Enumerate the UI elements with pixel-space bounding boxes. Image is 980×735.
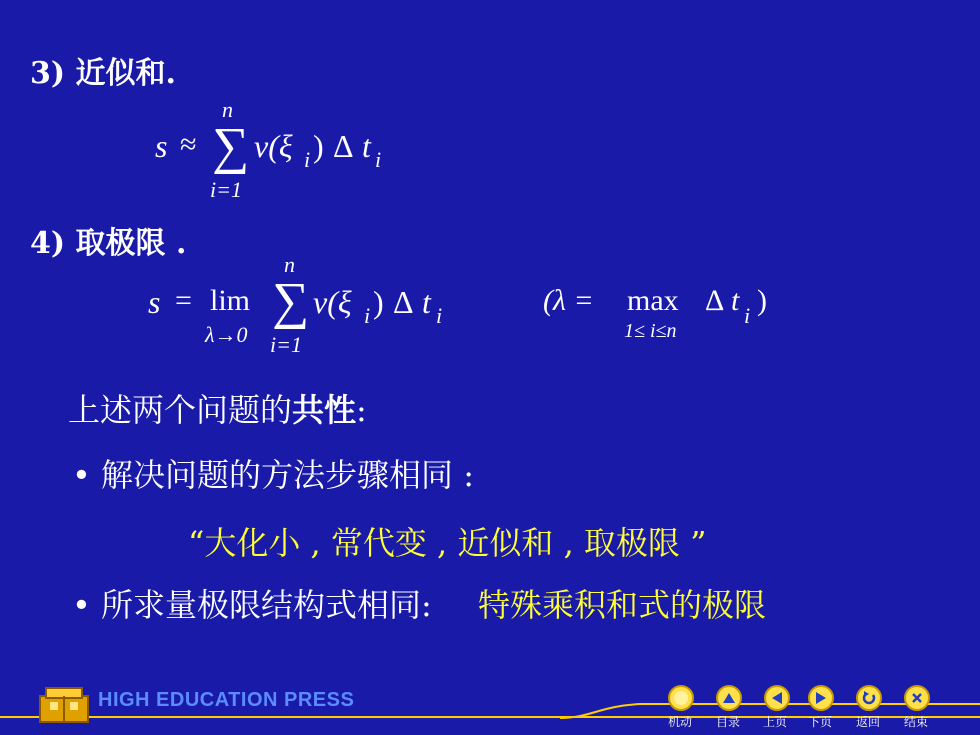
t-subscript: i bbox=[375, 147, 382, 172]
right-arrow-icon bbox=[814, 691, 828, 705]
nav-next-button[interactable] bbox=[808, 685, 834, 711]
sum-upper-limit: n bbox=[284, 252, 295, 277]
commonality-suffix: : bbox=[356, 391, 367, 429]
publisher-logo bbox=[36, 682, 92, 724]
close-paren: ) bbox=[313, 128, 324, 164]
nav-contents-button[interactable] bbox=[716, 685, 742, 711]
xi-subscript: i bbox=[364, 303, 371, 328]
nav-previous-button[interactable] bbox=[764, 685, 790, 711]
section-3-heading bbox=[30, 48, 176, 92]
nav-end-button[interactable] bbox=[904, 685, 930, 711]
nav-contents-label: 目录 bbox=[716, 715, 741, 729]
formula-s: s bbox=[148, 284, 161, 320]
max-delta: Δ bbox=[705, 284, 725, 317]
formula-term: v(ξ bbox=[313, 284, 352, 320]
t-var: t bbox=[362, 128, 371, 164]
lambda-definition-close: ) bbox=[757, 284, 767, 317]
t-var: t bbox=[422, 284, 431, 320]
sum-lower-limit: i=1 bbox=[270, 332, 302, 357]
commonality-line bbox=[68, 385, 367, 431]
bullet-1-marker: • bbox=[72, 456, 91, 494]
bullet-2-marker: • bbox=[72, 586, 91, 624]
formula-limit bbox=[0, 250, 980, 365]
bullet-1 bbox=[72, 450, 474, 496]
nav-end-label: 结束 bbox=[904, 715, 929, 729]
sigma-symbol: ∑ bbox=[272, 273, 310, 330]
circle-icon bbox=[674, 691, 688, 705]
nav-return-label: 返回 bbox=[856, 715, 881, 729]
xi-subscript: i bbox=[304, 147, 311, 172]
section-4-title: 取极限 . bbox=[75, 226, 187, 261]
formula-s: s bbox=[155, 128, 168, 164]
return-icon bbox=[861, 690, 877, 706]
close-icon bbox=[910, 691, 924, 705]
section-3-number: 3) bbox=[30, 56, 66, 91]
lim-text: lim bbox=[210, 284, 251, 317]
max-subscript: 1≤ i≤n bbox=[624, 320, 677, 342]
section-4-number: 4) bbox=[30, 226, 66, 261]
nav-next-label: 下页 bbox=[808, 715, 833, 729]
delta-symbol: Δ bbox=[393, 284, 414, 320]
bullet-1-text: 解决问题的方法步骤相同 : bbox=[101, 456, 475, 494]
formula-approx-sum bbox=[0, 95, 980, 205]
t-subscript: i bbox=[436, 303, 443, 328]
delta-symbol: Δ bbox=[333, 128, 354, 164]
commonality-prefix: 上述两个问题的 bbox=[68, 391, 293, 429]
nav-motion-button[interactable] bbox=[668, 685, 694, 711]
nav-return-button[interactable] bbox=[856, 685, 882, 711]
publisher-name: HIGH EDUCATION PRESS bbox=[98, 689, 355, 711]
nav-motion-label: 机动 bbox=[668, 715, 693, 729]
close-paren: ) bbox=[373, 284, 384, 320]
max-text: max bbox=[627, 284, 679, 317]
bullet-2-highlight: 特殊乘积和式的极限 bbox=[478, 586, 767, 624]
equals-symbol: = bbox=[175, 284, 192, 317]
up-arrow-icon bbox=[722, 691, 736, 705]
section-3-title: 近似和. bbox=[75, 56, 176, 91]
method-quote: “大化小 , 常代变 , 近似和 , 取极限 ” bbox=[188, 524, 707, 562]
sum-upper-limit: n bbox=[222, 97, 233, 122]
sigma-symbol: ∑ bbox=[212, 118, 250, 175]
approx-symbol: ≈ bbox=[180, 128, 197, 161]
max-t-subscript: i bbox=[744, 303, 751, 328]
max-t: t bbox=[731, 284, 740, 317]
lambda-definition-open: (λ = bbox=[543, 284, 594, 317]
nav-previous-label: 上页 bbox=[763, 715, 788, 729]
commonality-emphasis: 共性 bbox=[292, 391, 357, 429]
sum-lower-limit: i=1 bbox=[210, 177, 242, 202]
lim-subscript: λ→0 bbox=[205, 322, 248, 347]
bullet-2-text: 所求量极限结构式相同: bbox=[101, 586, 432, 624]
bullet-2 bbox=[72, 580, 766, 626]
left-arrow-icon bbox=[770, 691, 784, 705]
formula-term: v(ξ bbox=[254, 128, 293, 164]
